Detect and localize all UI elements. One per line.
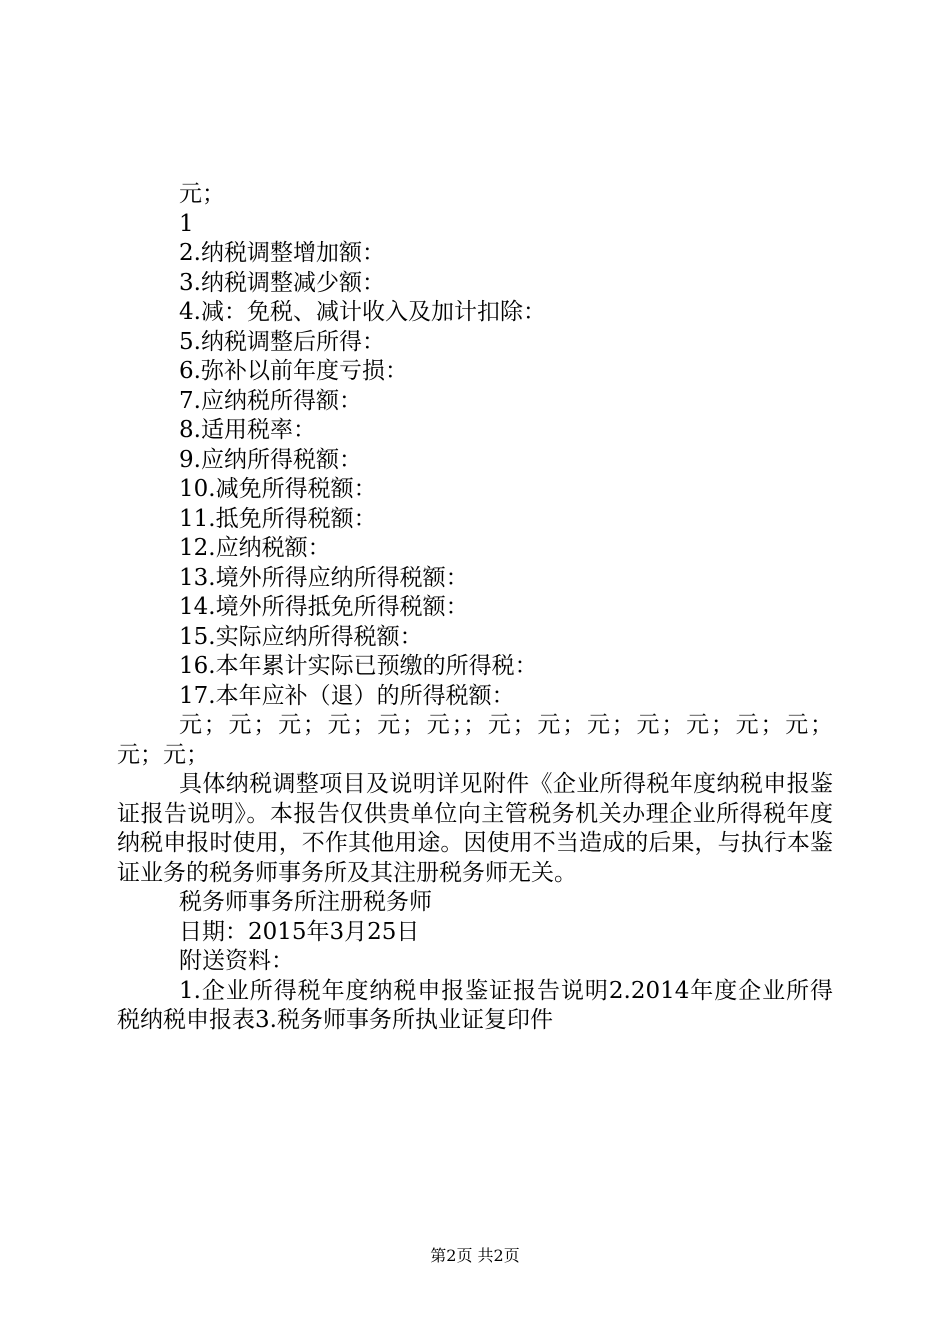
text-line: 17.本年应补（退）的所得税额：: [179, 682, 515, 709]
text-line: 8.适用税率：: [179, 417, 316, 443]
signature-line: 税务师事务所注册税务师: [179, 889, 432, 915]
text-line: 12.应纳税额：: [179, 535, 331, 561]
text-line: 11.抵免所得税额：: [179, 505, 377, 532]
text-line: 13.境外所得应纳所得税额：: [179, 564, 469, 591]
text-line: 2.纳税调整增加额：: [179, 240, 385, 266]
text-line: 9.应纳所得税额：: [179, 446, 362, 473]
text-line: 10.减免所得税额：: [179, 476, 377, 502]
text-line: 15.实际应纳所得税额：: [179, 623, 423, 650]
text-line: 5.纳税调整后所得：: [179, 328, 385, 355]
units-paragraph: 元；元；元；元；元；元；；元；元；元；元；元；元；元；元；元；: [117, 712, 833, 768]
text-line: 7.应纳税所得额：: [179, 387, 362, 414]
date-line: 日期：2015年3月25日: [179, 918, 420, 945]
attachments-heading: 附送资料：: [179, 948, 294, 974]
text-line: 元；: [179, 181, 225, 207]
document-body: [117, 180, 833, 1036]
attachments-paragraph: 1.企业所得税年度纳税申报鉴证报告说明2.2014年度企业所得税纳税申报表3.税务师事务所执业证复印件: [117, 977, 833, 1033]
text-line: 14.境外所得抵免所得税额：: [179, 594, 469, 620]
text-line: 1: [179, 210, 194, 237]
text-line: 16.本年累计实际已预缴的所得税：: [179, 653, 538, 679]
statement-paragraph: 具体纳税调整项目及说明详见附件《企业所得税年度纳税申报鉴证报告说明》。本报告仅供贵单位向主管税务机关办理企业所得税年度纳税申报时使用，不作其他用途。因使用不当造成的后果，与执行本鉴证业务的税务师事务所及其注册税务师无关。: [117, 771, 833, 886]
text-line: 4.减：免税、减计收入及加计扣除：: [179, 299, 546, 325]
page-footer: 第2页 共2页: [430, 1246, 520, 1265]
text-line: 6.弥补以前年度亏损：: [179, 358, 408, 384]
text-line: 3.纳税调整减少额：: [179, 269, 385, 296]
